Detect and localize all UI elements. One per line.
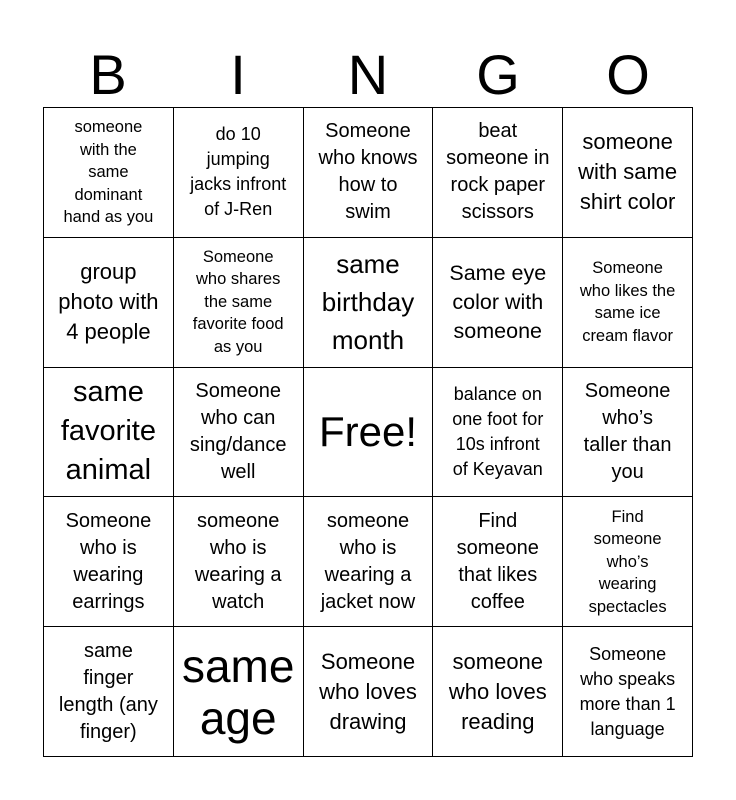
cell-text: someone who is wearing a watch bbox=[194, 509, 282, 613]
header-letter-b: B bbox=[89, 43, 127, 106]
bingo-cell-r1-c1[interactable] bbox=[44, 108, 174, 238]
bingo-cell-r3-c5[interactable] bbox=[563, 368, 693, 498]
header-letter-i: I bbox=[230, 43, 246, 106]
bingo-cell-r1-c3[interactable] bbox=[304, 108, 434, 238]
bingo-cell-r1-c5[interactable] bbox=[563, 108, 693, 238]
cell-text: Someone who speaks more than 1 language bbox=[579, 643, 676, 739]
bingo-cell-r4-c2[interactable] bbox=[174, 497, 304, 627]
bingo-cell-r1-c2[interactable] bbox=[174, 108, 304, 238]
cell-text: Someone who knows how to swim bbox=[318, 120, 418, 224]
cell-text: Find someone that likes coffee bbox=[456, 509, 539, 613]
bingo-cell-r2-c5[interactable] bbox=[563, 238, 693, 368]
cell-text: same favorite animal bbox=[60, 376, 156, 487]
bingo-cell-r1-c4[interactable] bbox=[433, 108, 563, 238]
bingo-cell-r5-c3[interactable] bbox=[304, 627, 434, 757]
header-letter-o: O bbox=[606, 43, 650, 106]
bingo-cell-r5-c4[interactable] bbox=[433, 627, 563, 757]
bingo-cell-r4-c3[interactable] bbox=[304, 497, 434, 627]
cell-text: Someone who likes the same ice cream flavor bbox=[579, 259, 676, 345]
cell-text: Someone who’s taller than you bbox=[583, 379, 672, 483]
bingo-grid bbox=[43, 107, 693, 757]
cell-text: same age bbox=[181, 639, 295, 744]
header-letter-g: G bbox=[476, 43, 520, 106]
cell-text: Someone who is wearing earrings bbox=[65, 509, 152, 613]
cell-text: group photo with 4 people bbox=[58, 259, 159, 345]
bingo-cell-r2-c4[interactable] bbox=[433, 238, 563, 368]
cell-text: someone with the same dominant hand as you bbox=[63, 118, 154, 227]
bingo-cell-r5-c1[interactable] bbox=[44, 627, 174, 757]
bingo-cell-r5-c5[interactable] bbox=[563, 627, 693, 757]
cell-text: someone with same shirt color bbox=[578, 129, 678, 215]
bingo-cell-r2-c3[interactable] bbox=[304, 238, 434, 368]
bingo-cell-r2-c2[interactable] bbox=[174, 238, 304, 368]
bingo-cell-r3-c1[interactable] bbox=[44, 368, 174, 498]
cell-text: do 10 jumping jacks infront of J-Ren bbox=[190, 124, 287, 220]
bingo-header bbox=[43, 44, 693, 106]
bingo-cell-r4-c1[interactable] bbox=[44, 497, 174, 627]
bingo-cell-free[interactable] bbox=[304, 368, 434, 498]
bingo-cell-r4-c4[interactable] bbox=[433, 497, 563, 627]
cell-text: someone who is wearing a jacket now bbox=[320, 509, 416, 613]
bingo-cell-r3-c2[interactable] bbox=[174, 368, 304, 498]
cell-text: same finger length (any finger) bbox=[58, 639, 158, 743]
cell-text: beat someone in rock paper scissors bbox=[446, 120, 550, 224]
cell-text: same birthday month bbox=[321, 249, 415, 356]
bingo-cell-r4-c5[interactable] bbox=[563, 497, 693, 627]
bingo-cell-r2-c1[interactable] bbox=[44, 238, 174, 368]
cell-text: Someone who shares the same favorite food as you bbox=[192, 247, 284, 356]
cell-text: Find someone who’s wearing spectacles bbox=[588, 507, 667, 616]
header-letter-n: N bbox=[347, 43, 389, 106]
free-space-text: Free! bbox=[318, 408, 417, 456]
cell-text: Someone who loves drawing bbox=[319, 648, 417, 734]
cell-text: Someone who can sing/dance well bbox=[189, 379, 287, 483]
bingo-cell-r5-c2[interactable] bbox=[174, 627, 304, 757]
cell-text: Same eye color with someone bbox=[449, 260, 547, 343]
cell-text: someone who loves reading bbox=[448, 648, 547, 734]
bingo-cell-r3-c4[interactable] bbox=[433, 368, 563, 498]
cell-text: balance on one foot for 10s infront of Keyavan bbox=[452, 383, 544, 479]
